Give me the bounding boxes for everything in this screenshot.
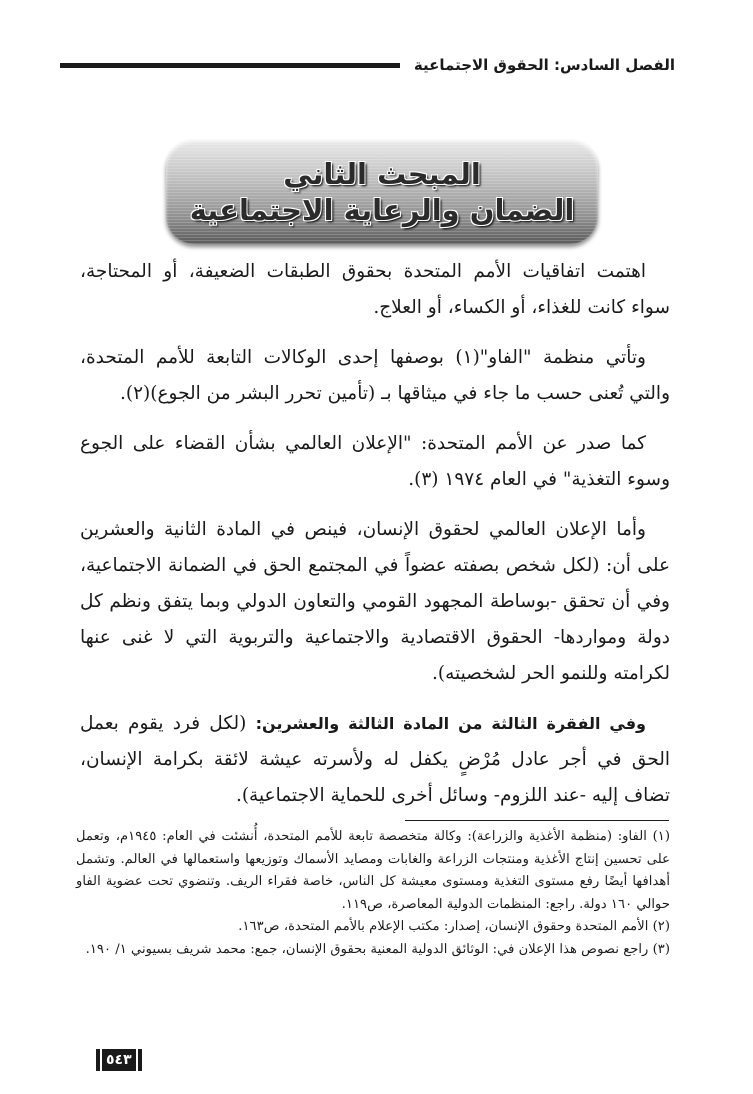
section-title: الضمان والرعاية الاجتماعية [189, 193, 575, 227]
footnote-divider [405, 820, 669, 821]
page-number-bar [96, 1049, 100, 1071]
page-number-value: ٥٤٣ [102, 1049, 136, 1071]
section-title-banner [166, 140, 598, 244]
section-number: المبحث الثاني [283, 157, 481, 191]
page-number-bar [138, 1049, 142, 1071]
paragraph: وأما الإعلان العالمي لحقوق الإنسان، فينص في المادة الثانية والعشرين على أن: (لكل شخص بصفته عضواً في المجتمع الحق في الضمانة الاجتماعية، وفي أن تحقق -بوساطة المجهود القومي والتعاون الدولي وبما يتفق ونظم كل دولة ومواردها- الحقوق الاقتصادية والاجتماعية والتربوية التي لا غنى عنها لكرامته وللنمو الحر لشخصيته). [80, 519, 670, 684]
paragraph: وتأتي منظمة "الفاو"(١) بوصفها إحدى الوكالات التابعة للأمم المتحدة، والتي تُعنى حسب ما جاء في ميثاقها بـ (تأمين تحرر البشر من الجوع)(٢). [80, 347, 670, 404]
chapter-title: الفصل السادس: الحقوق الاجتماعية [413, 56, 675, 74]
running-header [60, 52, 675, 78]
page-number [96, 1049, 142, 1071]
paragraph: كما صدر عن الأمم المتحدة: "الإعلان العالمي بشأن القضاء على الجوع وسوء التغذية" في العام ١٩٧٤ (٣). [80, 433, 670, 490]
footnote: (٣) راجع نصوص هذا الإعلان في: الوثائق الدولية المعنية بحقوق الإنسان، جمع: محمد شريف بسيوني ١/ ١٩٠. [85, 941, 670, 957]
paragraph-article-23 [80, 706, 670, 814]
footnotes [76, 826, 670, 961]
header-rule [60, 63, 400, 68]
body-text [80, 254, 670, 828]
paragraph-lead: وفي الفقرة الثالثة من المادة الثالثة والعشرين: [255, 714, 646, 733]
footnote: (١) الفاو: (منظمة الأغذية والزراعة): وكالة متخصصة تابعة للأمم المتحدة، أُنشئت في العام: ١٩٤٥م، وتعمل على تحسين إنتاج الأغذية ومنتجات الزراعة والغابات ومصايد الأسماك وتوزيعها واستعمالها في العالم. وتشمل أهدافها أيضًا رفع مستوى التغذية ومستوى معيشة كل الناس، خاصة فقراء الريف. وتنضوي تحت عضوية الفاو حوالي ١٦٠ دولة. راجع: المنظمات الدولية المعاصرة، ص١١٩. [76, 829, 670, 912]
paragraph: اهتمت اتفاقيات الأمم المتحدة بحقوق الطبقات الضعيفة، أو المحتاجة، سواء كانت للغذاء، أو الكساء، أو العلاج. [80, 261, 670, 318]
paragraph-quote: (لكل فرد يقوم بعمل الحق في أجر عادل مُرْضٍ يكفل له ولأسرته عيشة لائقة بكرامة الإنسان، تضاف إليه -عند اللزوم- وسائل أخرى للحماية الاجتماعية). [80, 713, 670, 806]
footnote: (٢) الأمم المتحدة وحقوق الإنسان، إصدار: مكتب الإعلام بالأمم المتحدة، ص١٦٣. [238, 919, 670, 934]
